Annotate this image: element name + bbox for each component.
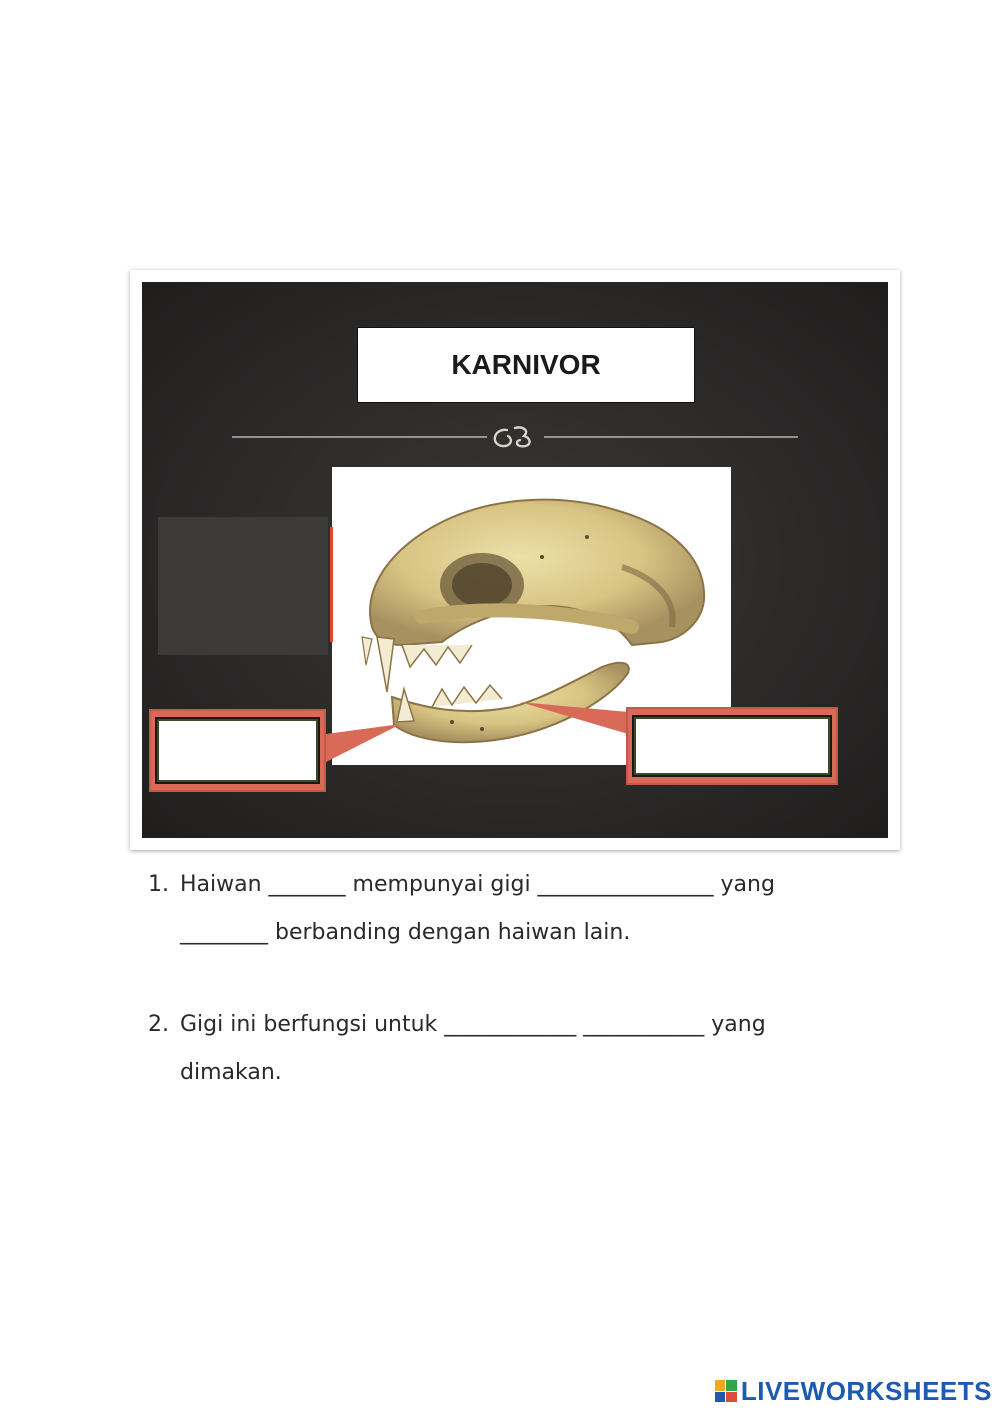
question-text-line: dimakan. — [180, 1060, 282, 1085]
label-box-right[interactable] — [626, 707, 838, 785]
answer-field-right[interactable] — [634, 717, 830, 775]
chalkboard — [142, 282, 888, 838]
title-box — [357, 327, 695, 403]
hidden-label-panel — [158, 517, 328, 655]
answer-field-left[interactable] — [157, 719, 318, 782]
page-title: KARNIVOR — [451, 349, 601, 380]
picture-frame — [130, 270, 900, 850]
right-pointer — [520, 694, 630, 744]
questions — [148, 872, 868, 1112]
question-text-line: Haiwan _______ mempunyai gigi ________________ yang — [180, 872, 775, 897]
question-number: 2. — [148, 1012, 169, 1037]
question-text-line: Gigi ini berfungsi untuk ____________ ___________ yang — [180, 1012, 766, 1037]
logo-text: LIVEWORKSHEETS — [740, 1375, 992, 1406]
liveworksheets-logo — [715, 1377, 992, 1405]
logo-mark-icon — [715, 1380, 737, 1402]
question-1 — [148, 872, 868, 1012]
label-box-left[interactable] — [149, 709, 326, 792]
left-pointer — [326, 722, 406, 772]
ornament-divider — [232, 422, 798, 452]
red-edge-marker — [330, 527, 333, 642]
question-2 — [148, 1012, 868, 1112]
question-number: 1. — [148, 872, 169, 897]
question-text-line: ________ berbanding dengan haiwan lain. — [180, 920, 631, 945]
